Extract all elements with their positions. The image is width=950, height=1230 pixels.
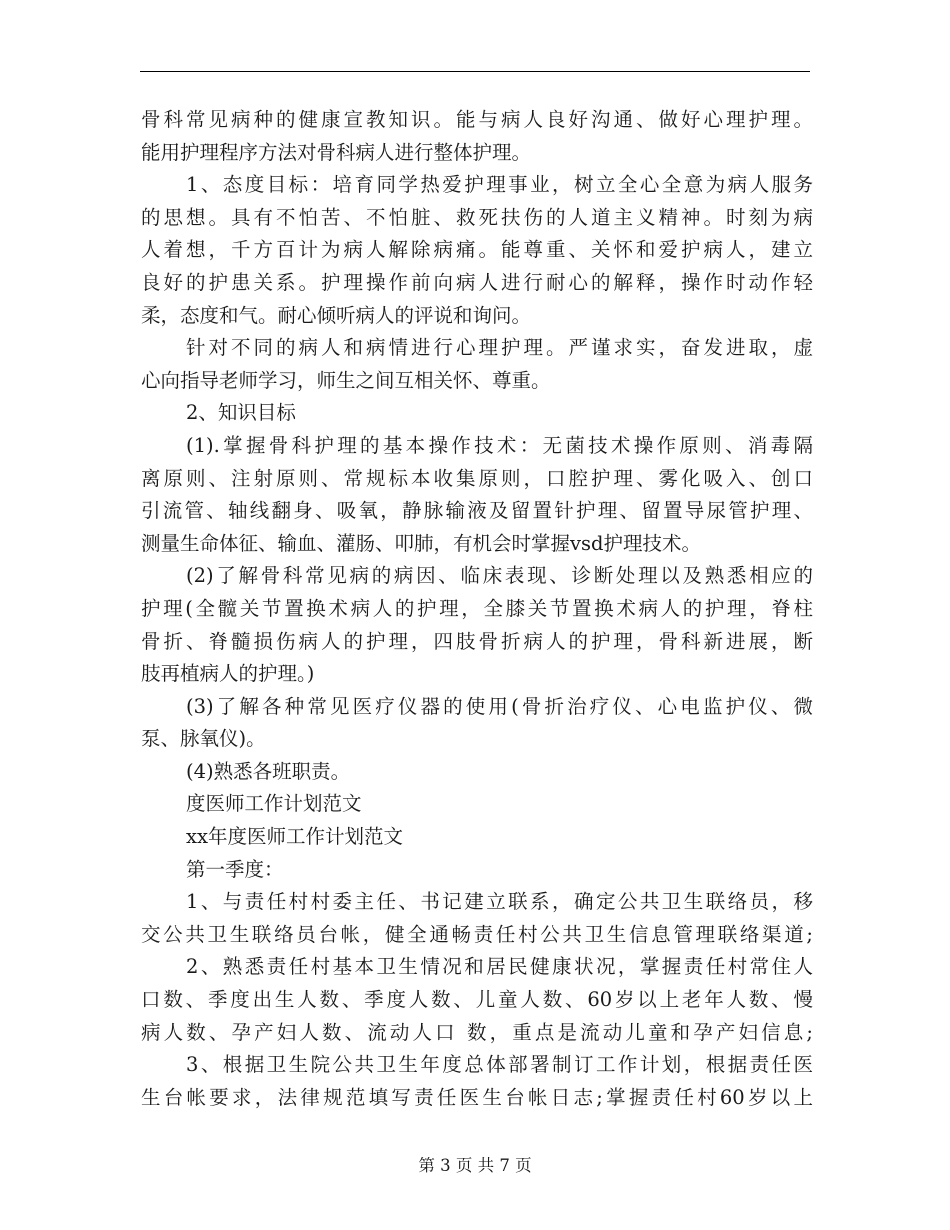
text-line: 交公共卫生联络员台帐，健全通畅责任村公共卫生信息管理联络渠道; [141,922,813,946]
text-line: 良好的护患关系。护理操作前向病人进行耐心的解释，操作时动作轻 [141,270,813,294]
text-line: 肢再植病人的护理。) [141,662,315,686]
text-line: 引流管、轴线翻身、吸氧，静脉输液及留置针护理、留置导尿管护理、 [141,499,813,523]
text-line: 柔，态度和气。耐心倾听病人的评说和询问。 [141,303,532,327]
text-line: (1).掌握骨科护理的基本操作技术：无菌技术操作原则、消毒隔 [186,433,813,457]
text-line: 2、熟悉责任村基本卫生情况和居民健康状况，掌握责任村常住人 [186,955,813,979]
text-line: 护理(全髋关节置换术病人的护理，全膝关节置换术病人的护理，脊柱 [141,596,813,620]
page-footer: 第 3 页 共 7 页 [418,1156,532,1175]
text-line: (4)熟悉各班职责。 [186,759,351,783]
text-line: (3)了解各种常见医疗仪器的使用(骨折治疗仪、心电监护仪、微 [186,694,813,718]
header-rule [140,71,810,72]
text-line: 测量生命体征、输血、灌肠、叩肺，有机会时掌握vsd护理技术。 [141,531,702,555]
document-body [141,104,813,1114]
text-line: xx年度医师工作计划范文 [186,825,403,849]
text-line: 骨科常见病种的健康宣教知识。能与病人良好沟通、做好心理护理。 [141,108,813,131]
text-line: 度医师工作计划范文 [186,792,362,816]
text-line: 能用护理程序方法对骨科病人进行整体护理。 [141,140,532,164]
text-line: 口数、季度出生人数、季度人数、儿童人数、60岁以上老年人数、慢 [141,988,813,1012]
text-line: 泵、脉氧仪)。 [141,727,266,751]
text-line: 第一季度： [186,857,284,881]
text-line: 3、根据卫生院公共卫生年度总体部署制订工作计划，根据责任医 [186,1053,813,1077]
text-line: 骨折、脊髓损伤病人的护理，四肢骨折病人的护理，骨科新进展，断 [141,629,813,653]
text-line: 生台帐要求，法律规范填写责任医生台帐日志;掌握责任村60岁以上 [141,1085,813,1109]
text-line: 离原则、注射原则、常规标本收集原则，口腔护理、雾化吸入、创口 [141,466,813,490]
text-line: 1、态度目标：培育同学热爱护理事业，树立全心全意为病人服务 [186,173,813,197]
text-line: (2)了解骨科常见病的病因、临床表现、诊断处理以及熟悉相应的 [186,564,813,588]
text-line: 针对不同的病人和病情进行心理护理。严谨求实，奋发进取，虚 [186,336,813,360]
text-line: 病人数、孕产妇人数、流动人口 数，重点是流动儿童和孕产妇信息; [141,1020,813,1044]
text-line: 的思想。具有不怕苦、不怕脏、救死扶伤的人道主义精神。时刻为病 [141,205,813,229]
text-line: 2、知识目标 [186,401,296,425]
text-line: 1、与责任村村委主任、书记建立联系，确定公共卫生联络员，移 [186,890,813,914]
text-line: 人着想，千方百计为病人解除病痛。能尊重、关怀和爱护病人，建立 [141,238,813,262]
text-line: 心向指导老师学习，师生之间互相关怀、尊重。 [141,368,551,392]
